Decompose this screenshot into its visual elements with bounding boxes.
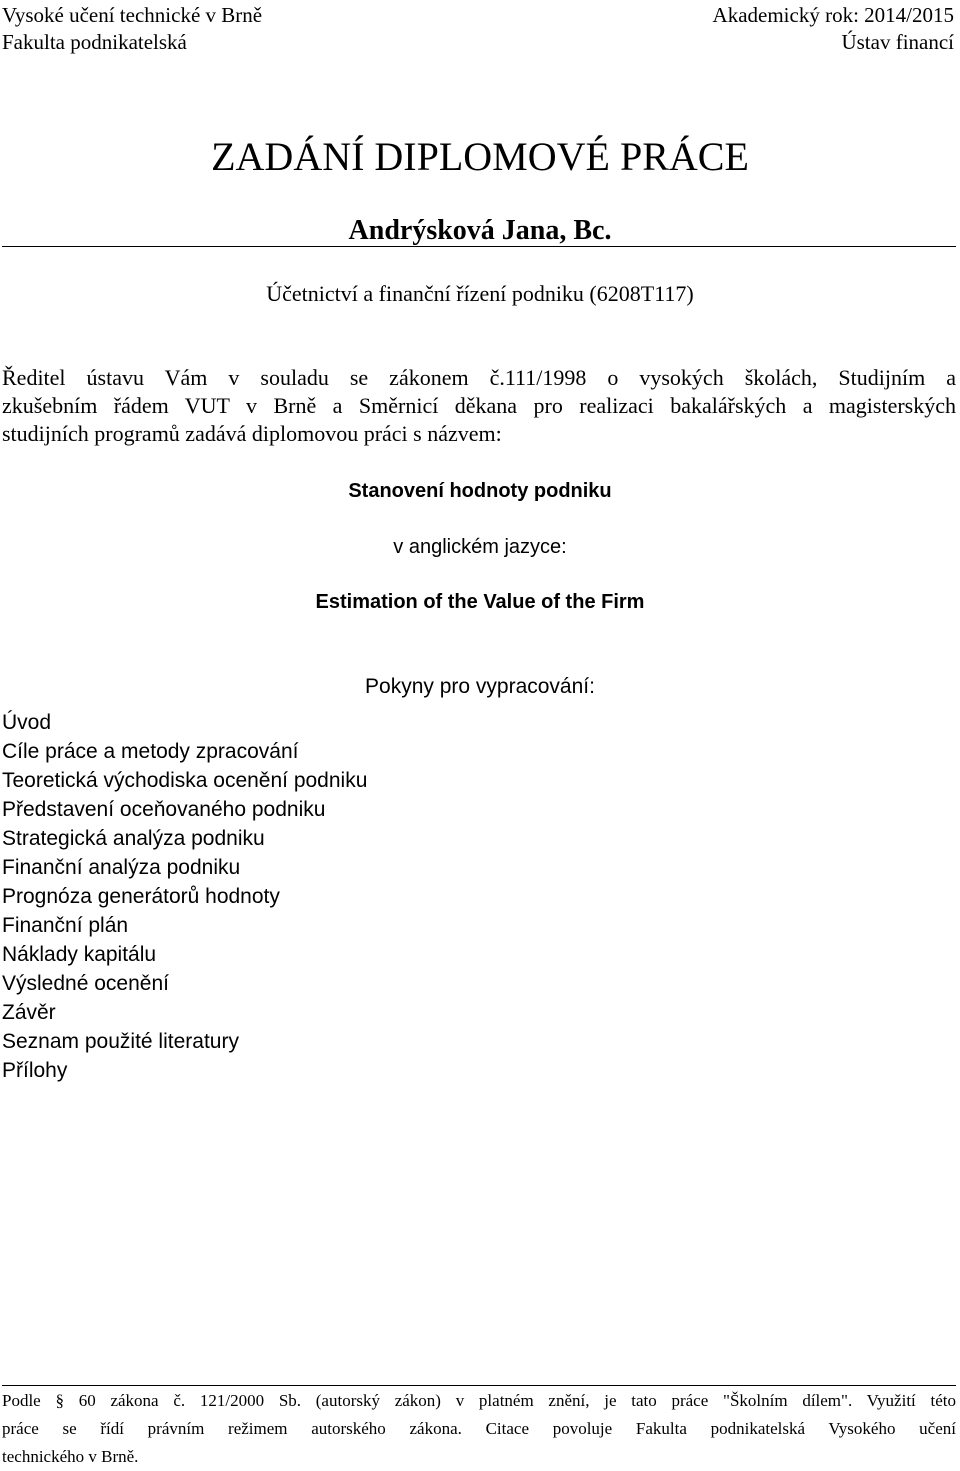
faculty-name: Fakulta podnikatelská [2,30,187,54]
thesis-title-english: Estimation of the Value of the Firm [315,591,645,613]
list-item: Náklady kapitálu [2,943,157,966]
list-item: Teoretická východiska ocenění podniku [2,769,368,792]
footer-divider [2,1385,956,1386]
list-item: Finanční analýza podniku [2,856,241,879]
list-item: Cíle práce a metody zpracování [2,740,299,763]
university-name: Vysoké učení technické v Brně [2,3,263,27]
list-item: Strategická analýza podniku [2,827,265,850]
list-item: Představení oceňovaného podniku [2,798,326,821]
list-item: Výsledné ocenění [2,972,169,995]
department-name: Ústav financí [841,30,954,54]
academic-year: Akademický rok: 2014/2015 [712,3,954,27]
list-item: Přílohy [2,1059,68,1082]
list-item: Seznam použité literatury [2,1030,239,1053]
thesis-title-czech: Stanovení hodnoty podniku [348,480,612,502]
list-item: Úvod [2,711,52,734]
list-item: Finanční plán [2,914,129,937]
instructions-heading: Pokyny pro vypracování: [365,675,595,698]
instructions-list [2,708,367,1085]
list-item: Prognóza generátorů hodnoty [2,885,280,908]
footer-text-line: Podle § 60 zákona č. 121/2000 Sb. (autorský zákon) v platném znění, je tato práce "Školním dílem". Využití této [2,1391,956,1410]
footer-text-line: technického v Brně. [2,1447,139,1466]
assignment-text-line: studijních programů zadává diplomovou práci s názvem: [2,421,502,446]
assignment-text-line: Ředitel ústavu Vám v souladu se zákonem č.111/1998 o vysokých školách, Studijním a [2,365,956,390]
document-title: ZADÁNÍ DIPLOMOVÉ PRÁCE [211,134,749,179]
footer-text-line: práce se řídí právním režimem autorského zákona. Citace povoluje Fakulta podnikatelská Vysokého učení [2,1419,956,1438]
list-item: Závěr [2,1001,56,1024]
study-program: Účetnictví a finanční řízení podniku (6208T117) [266,281,694,306]
student-name: Andrýsková Jana, Bc. [348,215,612,246]
assignment-text-line: zkušebním řádem VUT v Brně a Směrnicí děkana pro realizaci bakalářských a magisterských [2,393,956,418]
english-language-label: v anglickém jazyce: [393,536,567,558]
divider-line [2,246,956,247]
